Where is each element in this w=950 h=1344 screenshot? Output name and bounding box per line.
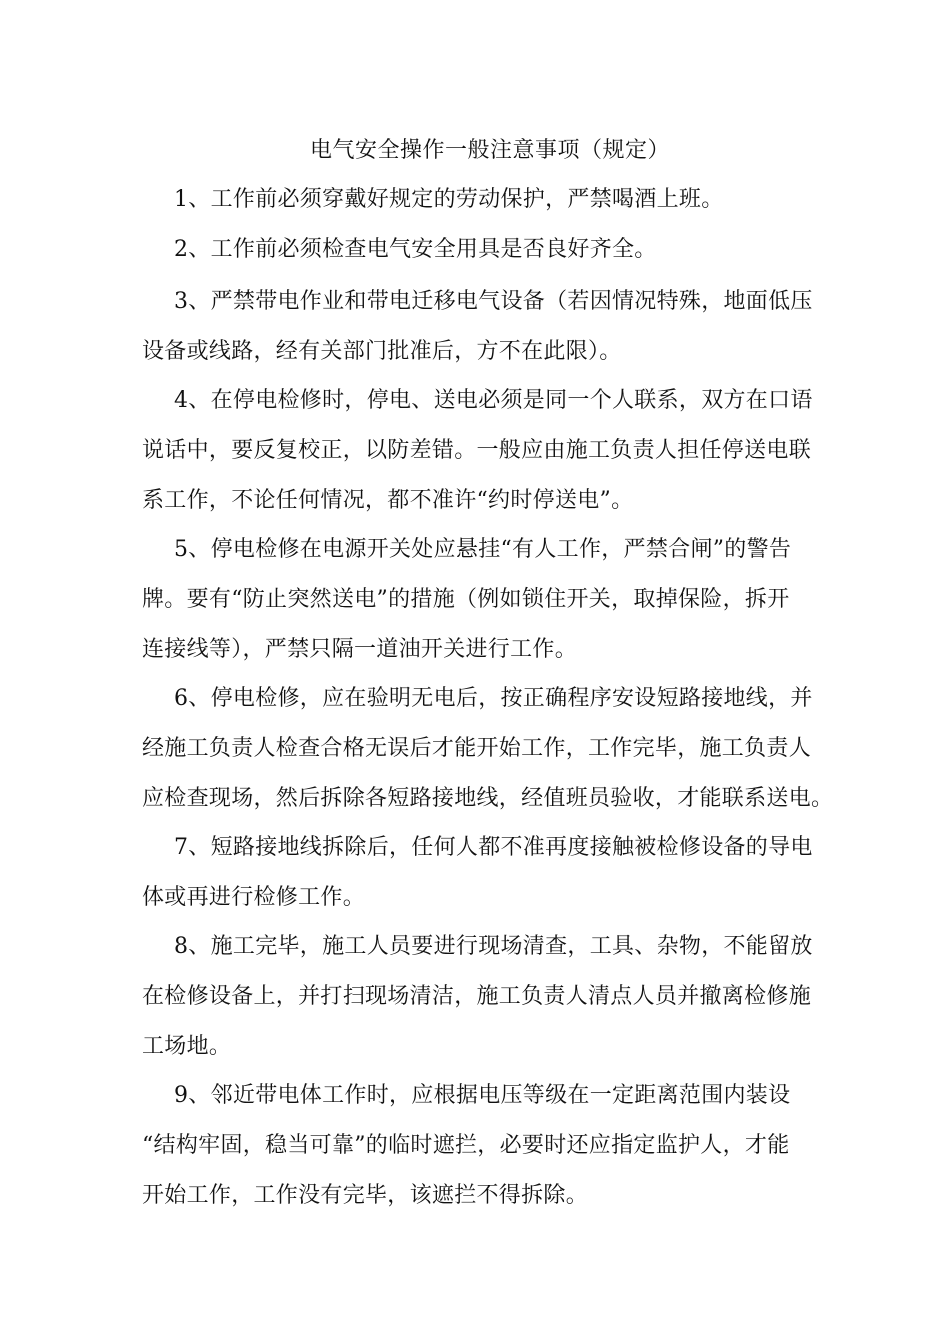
text-line: 3、严禁带电作业和带电迁移电气设备（若因情况特殊，地面低压 xyxy=(174,289,813,314)
document-title: 电气安全操作一般注意事项（规定） xyxy=(309,138,670,163)
text-line: 应检查现场，然后拆除各短路接地线，经值班员验收，才能联系送电。 xyxy=(142,786,834,811)
text-line: 4、在停电检修时，停电、送电必须是同一个人联系，双方在口语 xyxy=(174,388,813,413)
text-line: 5、停电检修在电源开关处应悬挂“有人工作，严禁合闸”的警告 xyxy=(174,537,792,562)
text-line: 2、工作前必须检查电气安全用具是否良好齐全。 xyxy=(174,237,657,262)
text-line: 经施工负责人检查合格无误后才能开始工作，工作完毕，施工负责人 xyxy=(142,736,812,761)
text-line: 8、施工完毕，施工人员要进行现场清查，工具、杂物，不能留放 xyxy=(174,934,813,959)
text-line: 牌。要有“防止突然送电”的措施（例如锁住开关，取掉保险，拆开 xyxy=(142,587,790,612)
text-line: 开始工作，工作没有完毕，该遮拦不得拆除。 xyxy=(142,1183,589,1208)
text-line: 1、工作前必须穿戴好规定的劳动保护，严禁喝酒上班。 xyxy=(174,187,724,212)
text-line: 工场地。 xyxy=(142,1034,232,1059)
text-line: 9、邻近带电体工作时，应根据电压等级在一定距离范围内装设 xyxy=(174,1083,791,1108)
text-line: 系工作，不论任何情况，都不准许“约时停送电”。 xyxy=(142,488,634,513)
text-line: 说话中，要反复校正，以防差错。一般应由施工负责人担任停送电联 xyxy=(142,438,812,463)
text-line: 体或再进行检修工作。 xyxy=(142,885,366,910)
text-line: 在检修设备上，并打扫现场清洁，施工负责人清点人员并撤离检修施 xyxy=(142,984,812,1009)
text-line: 连接线等），严禁只隔一道油开关进行工作。 xyxy=(142,637,578,662)
text-line: 6、停电检修，应在验明无电后，按正确程序安设短路接地线，并 xyxy=(174,686,813,711)
text-line: 设备或线路，经有关部门批准后，方不在此限）。 xyxy=(142,339,622,364)
text-line: 7、短路接地线拆除后，任何人都不准再度接触被检修设备的导电 xyxy=(174,835,813,860)
text-line: “结构牢固，稳当可靠”的临时遮拦，必要时还应指定监护人，才能 xyxy=(142,1133,790,1158)
